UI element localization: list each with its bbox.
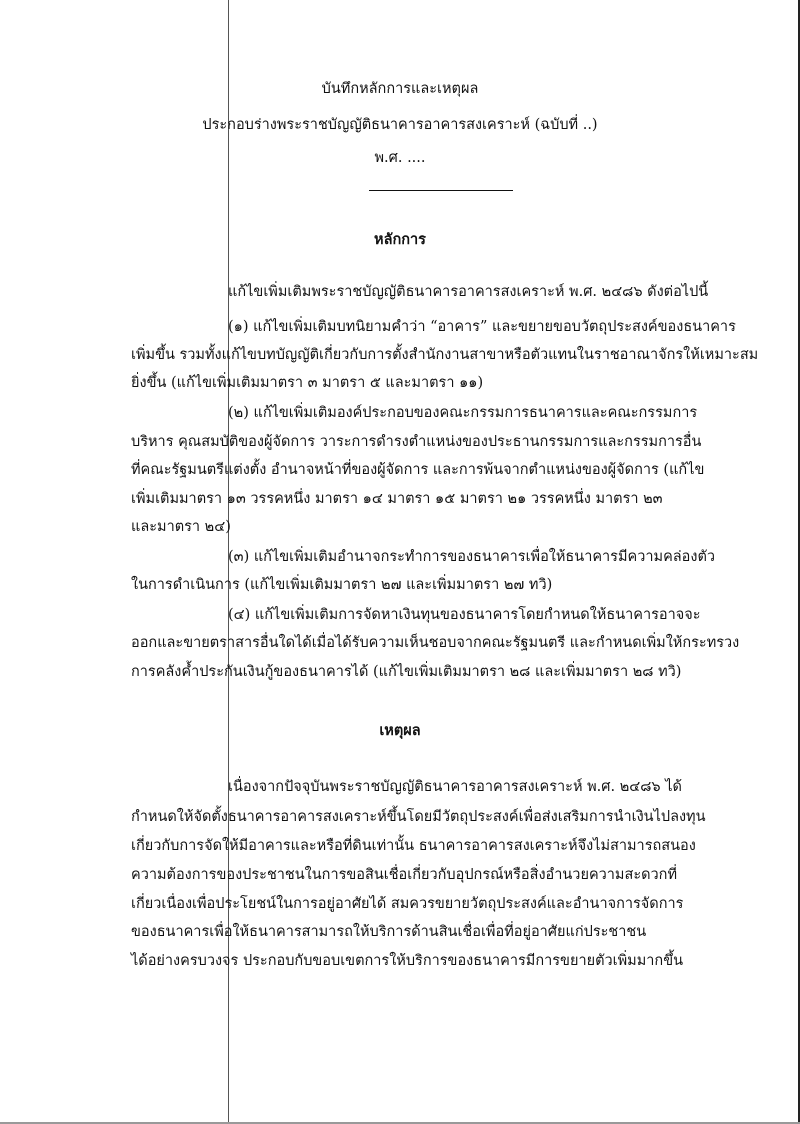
item2-line: ที่คณะรัฐมนตรีแต่งตั้ง อำนาจหน้าที่ของผู้จัดการ และการพ้นจากตำแหน่งของผู้จัดการ (แก้ไข	[131, 462, 705, 478]
principles-heading: หลักการ	[374, 231, 426, 248]
reasons-line: ของธนาคารเพื่อให้ธนาคารสามารถให้บริการด้านสินเชื่อเพื่อที่อยู่อาศัยแก่ประชาชน	[131, 924, 647, 940]
document-year: พ.ศ. ....	[374, 150, 426, 166]
reasons-line: กำหนดให้จัดตั้งธนาคารอาคารสงเคราะห์ขึ้นโดยมีวัตถุประสงค์เพื่อส่งเสริมการนำเงินไปลงทุน	[131, 809, 706, 825]
document-title: บันทึกหลักการและเหตุผล	[321, 81, 479, 97]
reasons-line: เกี่ยวเนื่องเพื่อประโยชน์ในการอยู่อาศัยได้ สมควรขยายวัตถุประสงค์และอำนาจการจัดการ	[131, 896, 684, 912]
item4-line: การคลังค้ำประกันเงินกู้ของธนาคารได้ (แก้ไขเพิ่มเติมมาตรา ๒๘ และเพิ่มมาตรา ๒๘ ทวิ)	[131, 664, 682, 680]
reasons-line: ได้อย่างครบวงจร ประกอบกับขอบเขตการให้บริการของธนาคารมีการขยายตัวเพิ่มมากขึ้น	[131, 953, 684, 969]
reasons-line: เนื่องจากปัจจุบันพระราชบัญญัติธนาคารอาคารสงเคราะห์ พ.ศ. ๒๔๘๖ ได้	[228, 779, 682, 795]
reasons-heading: เหตุผล	[379, 722, 421, 739]
item2-line: (๒) แก้ไขเพิ่มเติมองค์ประกอบของคณะกรรมการธนาคารและคณะกรรมการ	[228, 405, 698, 421]
title-divider	[369, 190, 513, 191]
item4-line: (๔) แก้ไขเพิ่มเติมการจัดหาเงินทุนของธนาคารโดยกำหนดให้ธนาคารอาจจะ	[228, 607, 701, 623]
item3-line: (๓) แก้ไขเพิ่มเติมอำนาจกระทำการของธนาคารเพื่อให้ธนาคารมีความคล่องตัว	[228, 549, 715, 565]
item4-line: ออกและขายตราสารอื่นใดได้เมื่อได้รับความเห็นชอบจากคณะรัฐมนตรี และกำหนดเพิ่มให้กระทรวง	[131, 635, 740, 651]
item2-line: และมาตรา ๒๔)	[131, 519, 231, 535]
item2-line: บริหาร คุณสมบัติของผู้จัดการ วาระการดำรงตำแหน่งของประธานกรรมการและกรรมการอื่น	[131, 434, 702, 450]
reasons-line: ความต้องการของประชาชนในการขอสินเชื่อเกี่ยวกับอุปกรณ์หรือสิ่งอำนวยความสะดวกที่	[131, 867, 678, 883]
item1-line: ยิ่งขึ้น (แก้ไขเพิ่มเติมมาตรา ๓ มาตรา ๕ และมาตรา ๑๑)	[131, 375, 484, 391]
item1-line: เพิ่มขึ้น รวมทั้งแก้ไขบทบัญญัติเกี่ยวกับการตั้งสำนักงานสาขาหรือตัวแทนในราชอาณาจักรให้เหมาะสม	[131, 347, 759, 363]
document-subtitle: ประกอบร่างพระราชบัญญัติธนาคารอาคารสงเคราะห์ (ฉบับที่ ..)	[202, 117, 598, 133]
item1-line: (๑) แก้ไขเพิ่มเติมบทนิยามคำว่า “อาคาร” และขยายขอบวัตถุประสงค์ของธนาคาร	[228, 319, 736, 335]
item2-line: เพิ่มเติมมาตรา ๑๓ วรรคหนึ่ง มาตรา ๑๔ มาตรา ๑๕ มาตรา ๒๑ วรรคหนึ่ง มาตรา ๒๓	[131, 491, 663, 507]
principles-intro: แก้ไขเพิ่มเติมพระราชบัญญัติธนาคารอาคารสงเคราะห์ พ.ศ. ๒๔๘๖ ดังต่อไปนี้	[228, 284, 709, 300]
item3-line: ในการดำเนินการ (แก้ไขเพิ่มเติมมาตรา ๒๗ และเพิ่มมาตรา ๒๗ ทวิ)	[131, 577, 553, 593]
reasons-line: เกี่ยวกับการจัดให้มีอาคารและหรือที่ดินเท่านั้น ธนาคารอาคารสงเคราะห์จึงไม่สามารถสนอง	[131, 838, 696, 854]
